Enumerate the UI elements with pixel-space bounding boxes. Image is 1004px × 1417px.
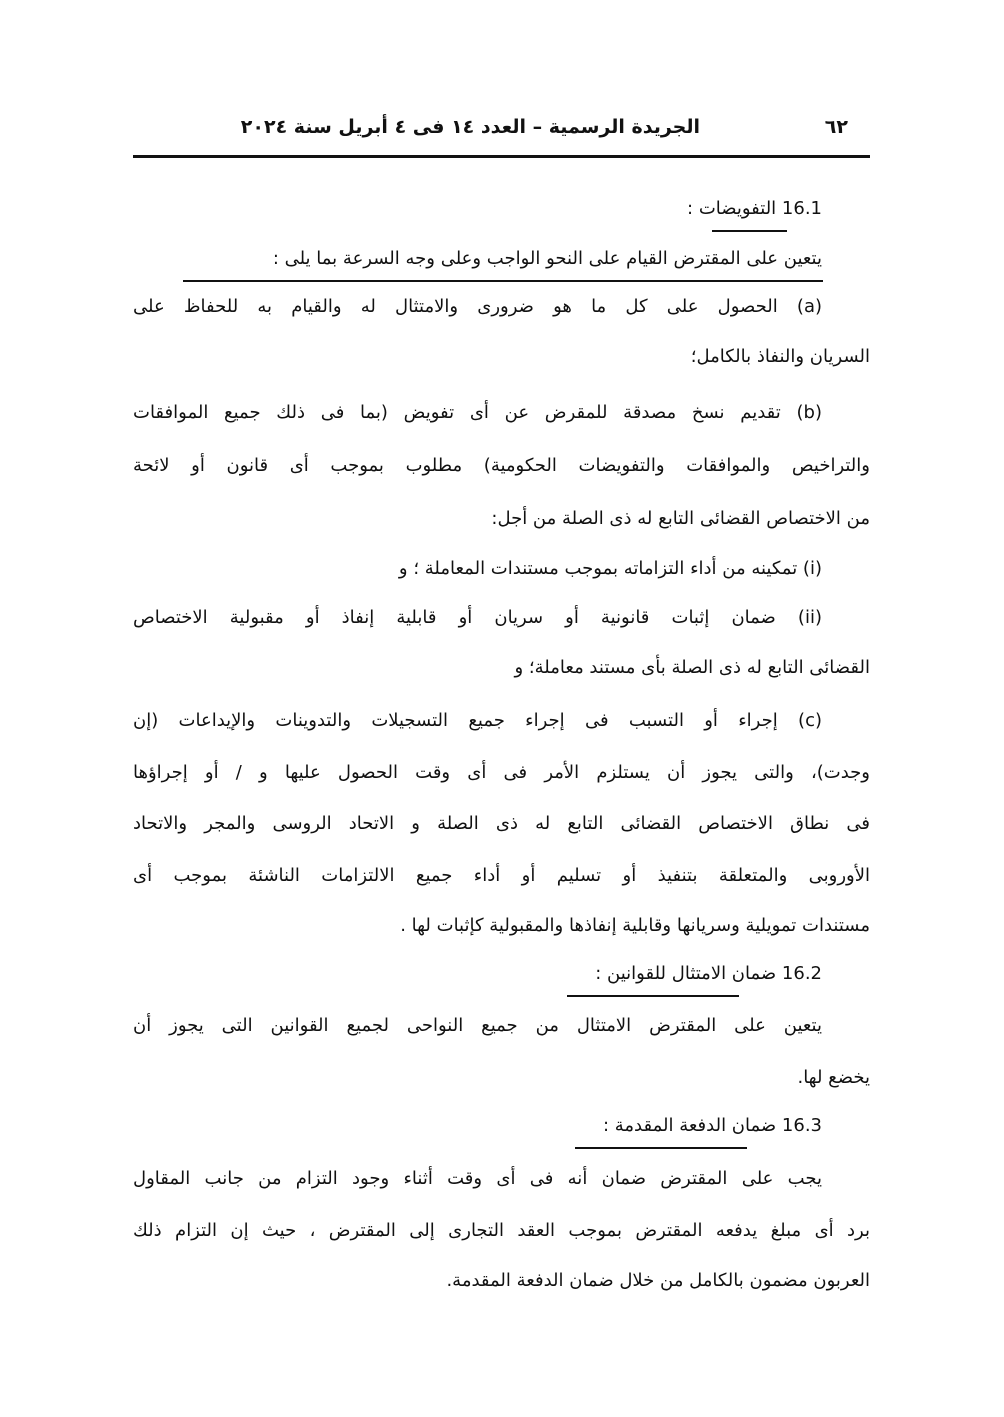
paragraph-line: يخضع لها. — [797, 1067, 870, 1088]
paragraph-line: من الاختصاص القضائى التابع له ذى الصلة من أجل: — [491, 508, 870, 529]
heading-underline — [712, 230, 787, 232]
paragraph-underline — [183, 280, 823, 282]
paragraph-line: (b) تقديم نسخ مصدقة للمقرض عن أى تفويض (بما فى ذلك جميع الموافقات — [133, 402, 822, 423]
paragraph-line: القضائى التابع له ذى الصلة بأى مستند معاملة؛ و — [514, 657, 870, 678]
paragraph-line: يتعين على المقترض القيام على النحو الواجب وعلى وجه السرعة بما يلى : — [272, 248, 822, 269]
paragraph-line: (ii) ضمان إثبات قانونية أو سريان أو قابلية إنفاذ أو مقبولية الاختصاص — [133, 607, 822, 628]
paragraph-line: (i) تمكينه من أداء التزاماته بموجب مستندات المعاملة ؛ و — [398, 558, 822, 579]
page-header — [133, 112, 870, 146]
page-number: ٦٢ — [824, 116, 848, 138]
paragraph-line: السريان والنفاذ بالكامل؛ — [690, 346, 870, 367]
heading-underline — [567, 995, 739, 997]
paragraph-line: العربون مضمون بالكامل من خلال ضمان الدفعة المقدمة. — [446, 1270, 870, 1291]
paragraph-line: وجدت)، والتى يجوز أن يستلزم الأمر فى أى وقت الحصول عليها و / أو إجراؤها — [133, 762, 870, 783]
section-heading-16-3: 16.3 ضمان الدفعة المقدمة : — [602, 1115, 822, 1136]
paragraph-line: والتراخيص والموافقات والتفويضات الحكومية) مطلوب بموجب أى قانون أو لائحة — [133, 455, 870, 476]
paragraph-line: مستندات تمويلية وسريانها وقابلية إنفاذها والمقبولية كإثبات لها . — [400, 915, 870, 936]
paragraph-line: يجب على المقترض ضمان أنه فى أى وقت أثناء وجود التزام من جانب المقاول — [133, 1168, 822, 1189]
paragraph-line: برد أى مبلغ يدفعه المقترض بموجب العقد التجارى إلى المقترض ، حيث إن التزام ذلك — [133, 1220, 870, 1241]
heading-underline — [575, 1147, 747, 1149]
section-heading-16-2: 16.2 ضمان الامتثال للقوانين : — [595, 963, 822, 984]
header-rule — [133, 155, 870, 158]
paragraph-line: فى نطاق الاختصاص القضائى التابع له ذى الصلة و الاتحاد الروسى والمجر والاتحاد — [133, 813, 870, 834]
section-heading-16-1: 16.1 التفويضات : — [687, 198, 822, 219]
paragraph-line: (c) إجراء أو التسبب فى إجراء جميع التسجيلات والتدوينات والإيداعات (إن — [133, 710, 822, 731]
paragraph-line: يتعين على المقترض الامتثال من جميع النواحى لجميع القوانين التى يجوز أن — [133, 1015, 822, 1036]
gazette-title: الجريدة الرسمية – العدد ١٤ فى ٤ أبريل سنة ٢٠٢٤ — [240, 116, 700, 138]
paragraph-line: الأوروبى والمتعلقة بتنفيذ أو تسليم أو أداء جميع الالتزامات الناشئة بموجب أى — [133, 865, 870, 886]
paragraph-line: (a) الحصول على كل ما هو ضرورى والامتثال له والقيام به للحفاظ على — [133, 296, 822, 317]
